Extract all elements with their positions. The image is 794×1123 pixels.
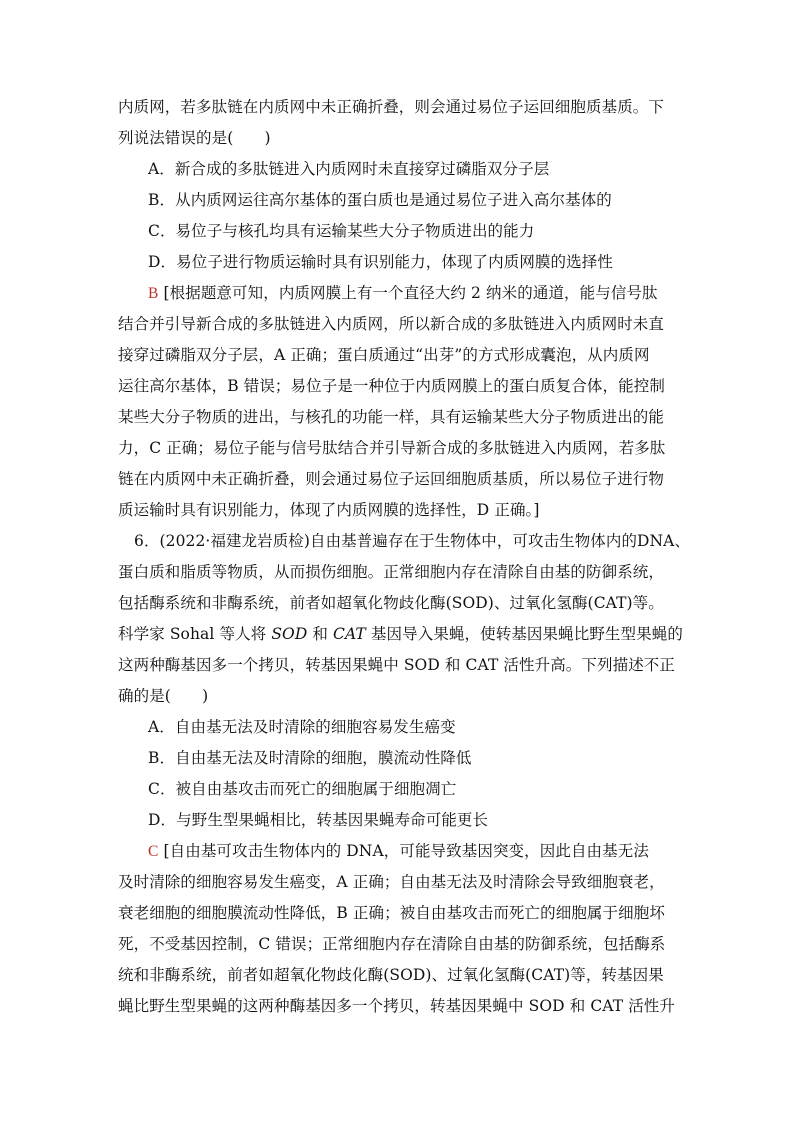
line-text: [根据题意可知，内质网膜上有一个直径大约 2 纳米的通道，能与信号肽 [163,284,658,302]
text-line [118,934,665,954]
answer-explanation-line [148,841,649,862]
option-c [148,221,534,241]
text-line [118,314,664,334]
line-text: 及时清除的细胞容易发生癌变，A 正确；自由基无法及时清除会导致细胞衰老， [118,873,665,891]
text-line [118,624,683,644]
line-text: 列说法错误的是( ) [118,129,271,147]
gene-name-italic: SOD [271,625,308,643]
line-text: 蛋白质和脂质等物质，从而损伤细胞。正常细胞内存在清除自由基的防御系统， [118,563,665,581]
option-c [148,779,456,799]
text-line [118,407,664,427]
line-text: 链在内质网中未正确折叠，则会通过易位子运回细胞质基质，所以易位子进行物 [118,470,665,488]
line-text: 运往高尔基体，B 错误；易位子是一种位于内质网膜上的蛋白质复合体，能控制 [118,377,665,395]
line-text: 蝇比野生型果蝇的这两种酶基因多一个拷贝，转基因果蝇中 SOD 和 CAT 活性升 [118,997,676,1015]
text-line [118,872,665,892]
option-b [148,190,612,210]
answer-explanation-line [148,283,658,304]
text-line [118,965,664,985]
line-text: 死，不受基因控制，C 错误；正常细胞内存在清除自由基的防御系统，包括酶系 [118,935,666,953]
line-text: A．新合成的多肽链进入内质网时未直接穿过磷脂双分子层 [148,160,550,178]
answer-letter: B [148,285,159,302]
gene-name-italic: CAT [333,625,366,643]
option-d [148,252,613,272]
line-text: 某些大分子物质的进出，与核孔的功能一样，具有运输某些大分子物质进出的能 [118,408,665,426]
line-text: 衰老细胞的细胞膜流动性降低，B 正确；被自由基攻击而死亡的细胞属于细胞坏 [118,904,665,922]
text-line [118,128,271,148]
text-line [118,469,664,489]
line-text: 接穿过磷脂双分子层，A 正确；蛋白质通过“出芽”的方式形成囊泡，从内质网 [118,346,650,364]
line-text: 力，C 正确；易位子能与信号肽结合并引导新合成的多肽链进入内质网，若多肽 [118,439,666,457]
text-line [118,996,675,1016]
option-a [148,159,549,179]
text-line [118,438,665,458]
line-text: B．从内质网运往高尔基体的蛋白质也是通过易位子进入高尔基体的 [148,191,612,209]
text-line [118,345,650,365]
text-line [118,593,664,613]
line-text: 确的是( ) [118,687,209,705]
line-text: 包括酶系统和非酶系统，前者如超氧化物歧化酶(SOD)、过氧化氢酶(CAT)等。 [118,594,664,612]
answer-letter: C [148,843,159,860]
text-line [118,97,664,117]
text-line [118,376,665,396]
question-6-line [134,531,690,551]
text-line [118,686,208,706]
line-text: 内质网，若多肽链在内质网中未正确折叠，则会通过易位子运回细胞质基质。下 [118,98,665,116]
line-text: 结合并引导新合成的多肽链进入内质网，所以新合成的多肽链进入内质网时未直 [118,315,665,333]
option-d [148,810,488,830]
line-text: 6．(2022·福建龙岩质检)自由基普遍存在于生物体中，可攻击生物体内的DNA、 [134,532,691,550]
line-text: 这两种酶基因多一个拷贝，转基因果蝇中 SOD 和 CAT 活性升高。下列描述不正 [118,656,676,674]
line-text: [自由基可攻击生物体内的 DNA，可能导致基因突变，因此自由基无法 [163,842,649,860]
line-text: 和 [307,625,334,643]
line-text: A．自由基无法及时清除的细胞容易发生癌变 [148,718,456,736]
line-text: B．自由基无法及时清除的细胞，膜流动性降低 [148,749,472,767]
line-text: D．易位子进行物质运输时具有识别能力，体现了内质网膜的选择性 [148,253,613,271]
option-b [148,748,472,768]
option-a [148,717,456,737]
line-text: 基因导入果蝇，使转基因果蝇比野生型果蝇的 [365,625,683,643]
text-line [118,562,664,582]
line-text: D．与野生型果蝇相比，转基因果蝇寿命可能更长 [148,811,489,829]
text-line [118,903,665,923]
text-line [118,655,675,675]
line-text: C．易位子与核孔均具有运输某些大分子物质进出的能力 [148,222,535,240]
line-text: 科学家 Sohal 等人将 [118,625,272,643]
line-text: 质运输时具有识别能力，体现了内质网膜的选择性，D 正确。] [118,501,540,519]
text-line [118,500,540,520]
line-text: C．被自由基攻击而死亡的细胞属于细胞凋亡 [148,780,457,798]
line-text: 统和非酶系统，前者如超氧化物歧化酶(SOD)、过氧化氢酶(CAT)等，转基因果 [118,966,664,984]
